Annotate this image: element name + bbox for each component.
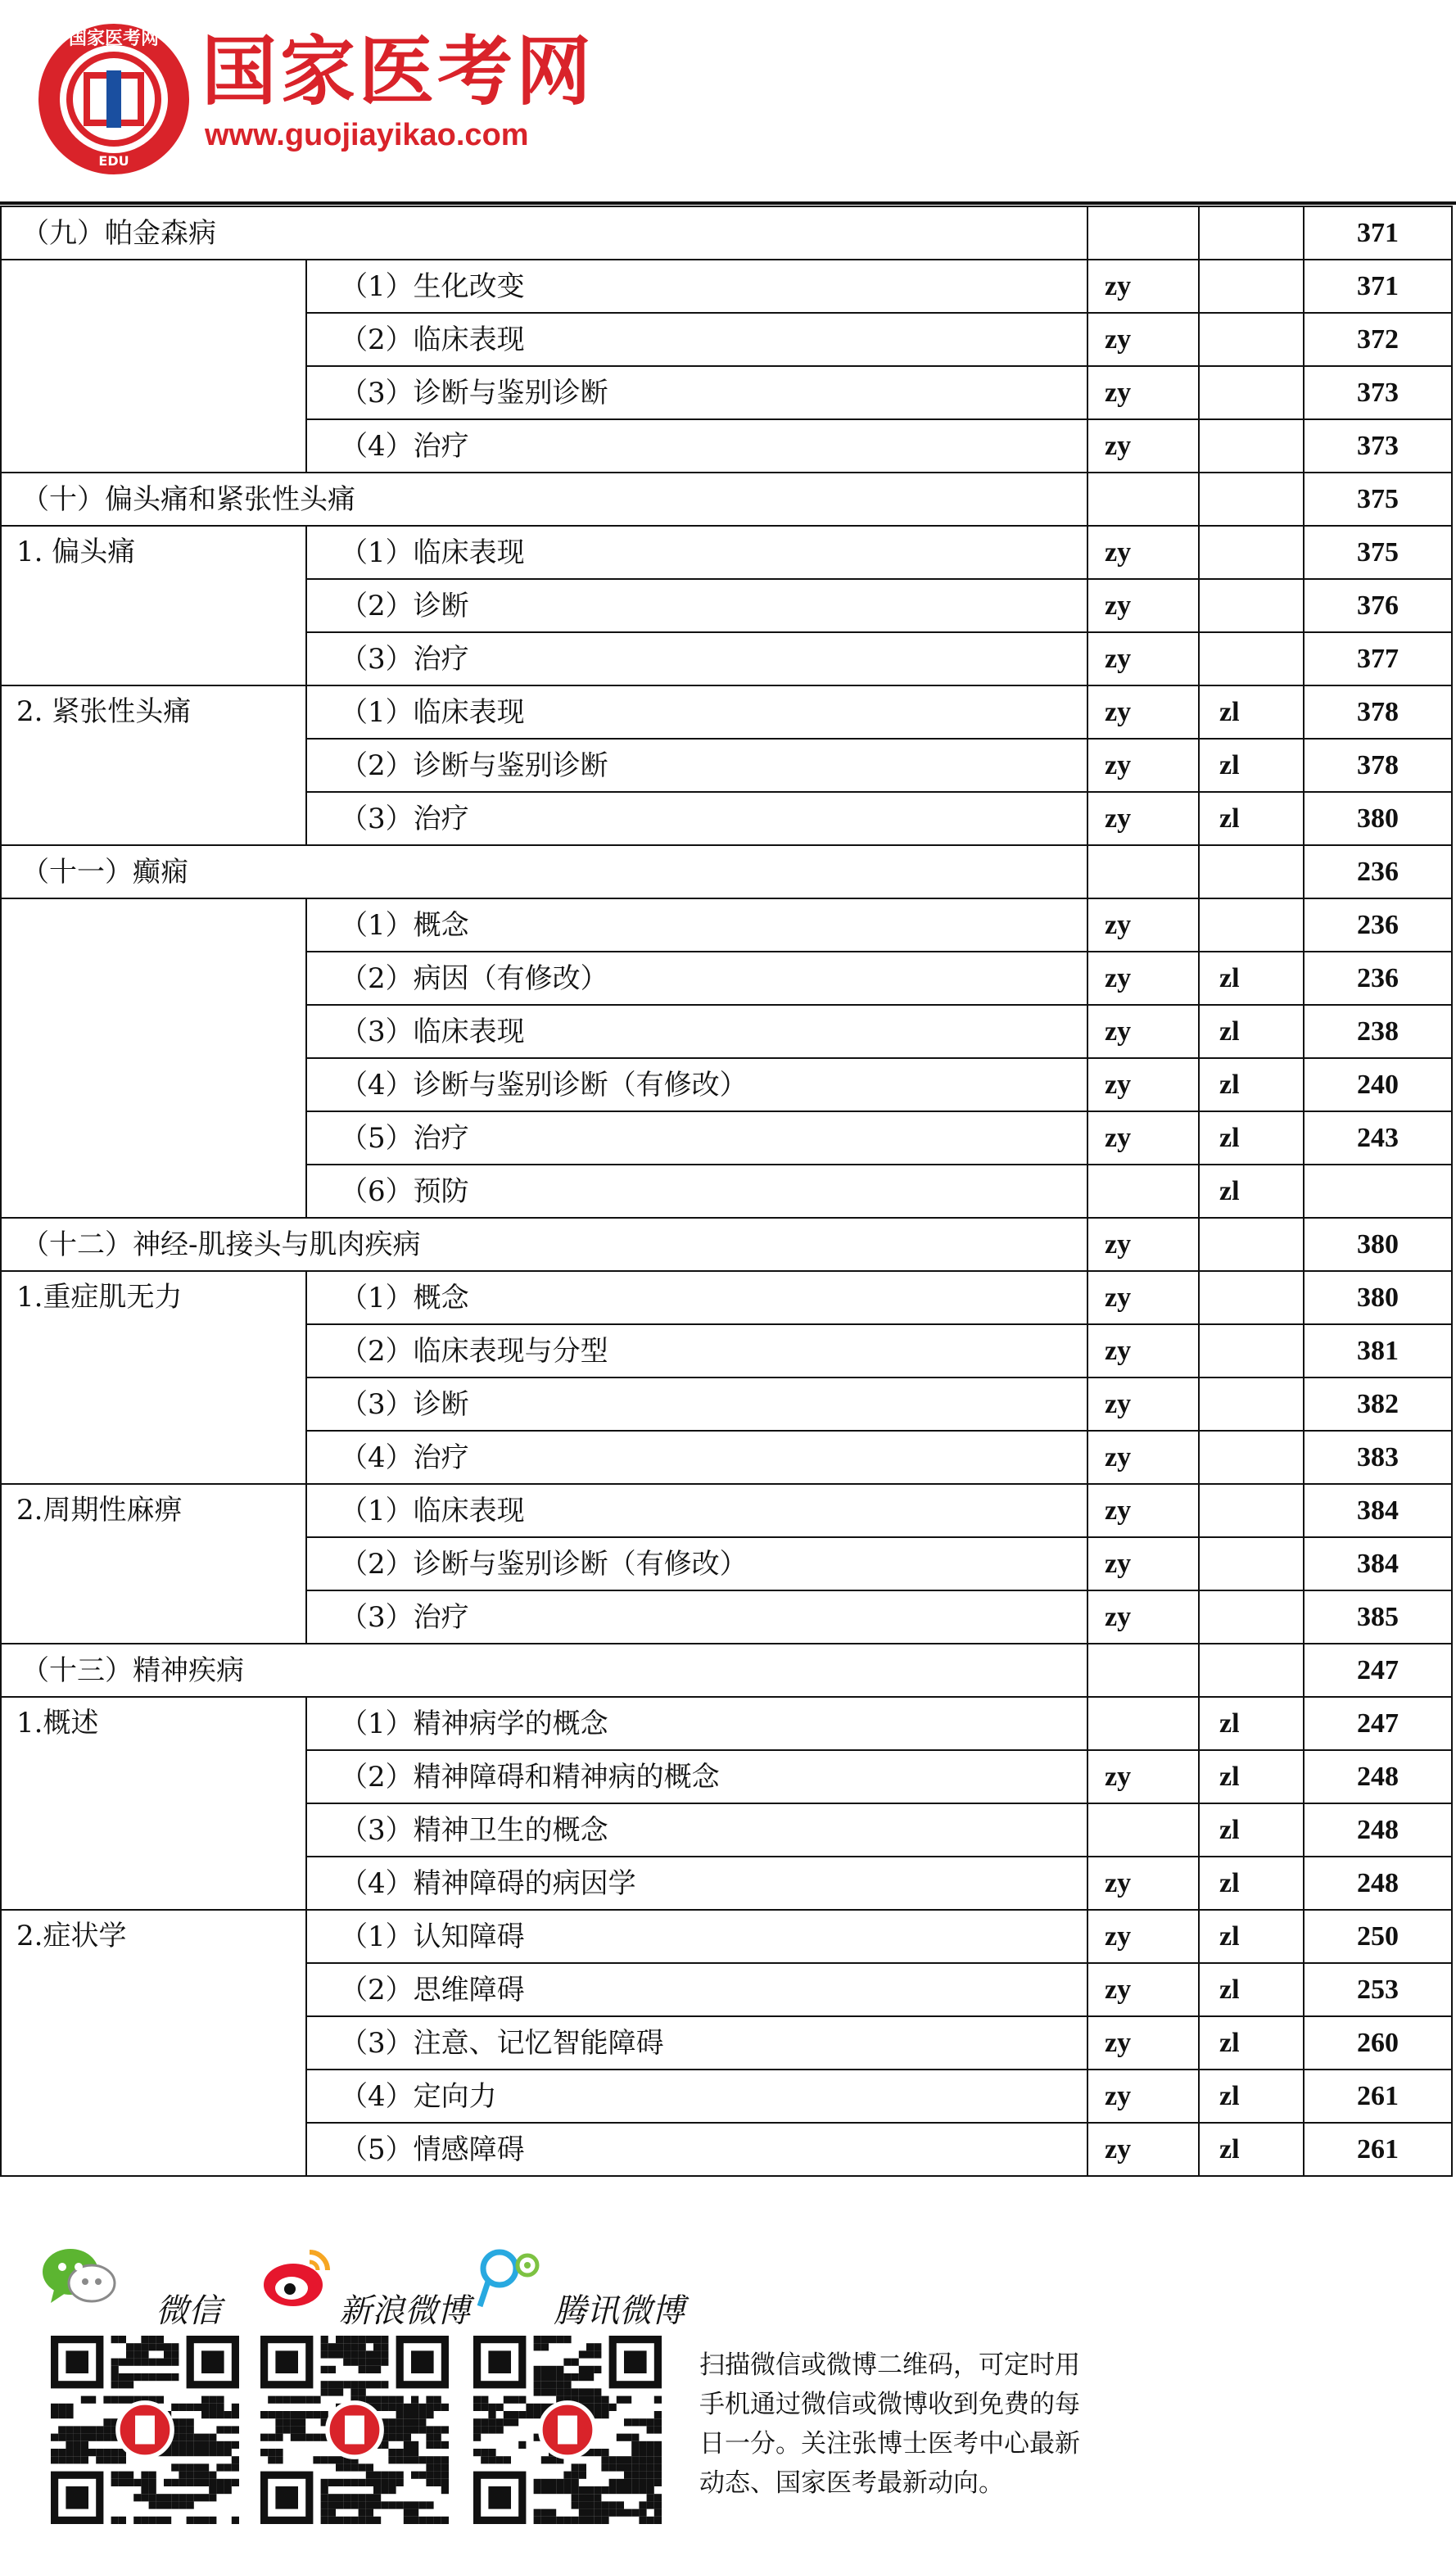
page-header [0,0,1456,205]
item-label: （2）诊断与鉴别诊断 [306,739,1087,792]
zy-mark [1087,1165,1199,1218]
item-label: （5）治疗 [306,1111,1087,1165]
item-label: （1）临床表现 [306,1484,1087,1537]
item-label: （2）诊断与鉴别诊断（有修改） [306,1537,1087,1590]
page-number: 384 [1304,1537,1452,1590]
item-label: （2）病因（有修改） [306,952,1087,1005]
zl-mark: zl [1199,1803,1304,1857]
page-number: 260 [1304,2016,1452,2070]
table-row [1,526,1452,579]
item-label: （3）治疗 [306,792,1087,845]
zy-mark: zy [1087,1857,1199,1910]
page-number: 243 [1304,1111,1452,1165]
page-number: 373 [1304,366,1452,419]
page-number: 238 [1304,1005,1452,1058]
zy-mark [1087,1697,1199,1750]
subsection-label: 2.症状学 [1,1910,306,2176]
zy-mark: zy [1087,1963,1199,2016]
item-label: （3）诊断与鉴别诊断 [306,366,1087,419]
page-number: 380 [1304,1218,1452,1271]
zl-mark: zl [1199,2123,1304,2176]
zy-mark: zy [1087,1431,1199,1484]
item-label: （1）概念 [306,898,1087,952]
zl-mark: zl [1199,1111,1304,1165]
page-number: 372 [1304,313,1452,366]
item-label: （4）精神障碍的病因学 [306,1857,1087,1910]
item-label: （3）治疗 [306,632,1087,685]
table-row [1,898,1452,952]
page-number: 377 [1304,632,1452,685]
zl-mark [1199,1644,1304,1697]
zy-mark: zy [1087,366,1199,419]
subsection-label: 1.概述 [1,1697,306,1910]
footer-note: 扫描微信或微博二维码，可定时用 手机通过微信或微博收到免费的每 日一分。关注张博士医考中心最新 动态、国家医考最新动向。 [699,2350,1080,2498]
zy-mark: zy [1087,1005,1199,1058]
logo-center-text: EDU [98,153,129,169]
subsection-label [1,898,306,1218]
sina-weibo-label: 新浪微博 [339,2292,470,2330]
table-row [1,1484,1452,1537]
zy-mark: zy [1087,1324,1199,1377]
zl-mark [1199,845,1304,898]
page-number: 383 [1304,1431,1452,1484]
zl-mark: zl [1199,739,1304,792]
zl-mark [1199,579,1304,632]
logo-ring-text: 国家医考网 [68,29,160,49]
page-number: 384 [1304,1484,1452,1537]
page-footer [0,2244,1456,2574]
item-label: （4）治疗 [306,1431,1087,1484]
zy-mark: zy [1087,1111,1199,1165]
page-number: 236 [1304,952,1452,1005]
table-row [1,685,1452,739]
section-title: （十三）精神疾病 [1,1644,1087,1697]
zl-mark [1199,1324,1304,1377]
item-label: （2）思维障碍 [306,1963,1087,2016]
item-label: （1）精神病学的概念 [306,1697,1087,1750]
table-row [1,1697,1452,1750]
page-number: 248 [1304,1750,1452,1803]
item-label: （2）临床表现与分型 [306,1324,1087,1377]
zl-mark: zl [1199,1910,1304,1963]
section-title: （十）偏头痛和紧张性头痛 [1,473,1087,526]
zy-mark: zy [1087,1271,1199,1324]
zl-mark [1199,1484,1304,1537]
zl-mark [1199,898,1304,952]
zl-mark [1199,1537,1304,1590]
section-row [1,1644,1452,1697]
tencent-weibo-icon [472,2244,547,2309]
item-label: （1）概念 [306,1271,1087,1324]
item-label: （3）治疗 [306,1590,1087,1644]
table-row [1,1271,1452,1324]
subsection-label: 2.周期性麻痹 [1,1484,306,1644]
zy-mark [1087,1803,1199,1857]
zy-mark: zy [1087,1750,1199,1803]
table-row [1,260,1452,313]
item-label: （1）临床表现 [306,526,1087,579]
zy-mark: zy [1087,1058,1199,1111]
zy-mark: zy [1087,1484,1199,1537]
zl-mark [1199,1377,1304,1431]
zl-mark: zl [1199,792,1304,845]
zy-mark: zy [1087,632,1199,685]
zl-mark [1199,206,1304,260]
zy-mark: zy [1087,1377,1199,1431]
sina-weibo-badge[interactable] [260,2244,473,2330]
zl-mark [1199,1431,1304,1484]
zl-mark: zl [1199,2070,1304,2123]
page-number: 236 [1304,898,1452,952]
sina-weibo-qr-code[interactable] [260,2336,449,2524]
item-label: （5）情感障碍 [306,2123,1087,2176]
item-label: （1）临床表现 [306,685,1087,739]
page-number: 250 [1304,1910,1452,1963]
table-row [1,1910,1452,1963]
section-row [1,845,1452,898]
page-number: 375 [1304,473,1452,526]
item-label: （1）认知障碍 [306,1910,1087,1963]
zy-mark: zy [1087,2016,1199,2070]
tencent-weibo-qr-code[interactable] [473,2336,662,2524]
zl-mark [1199,419,1304,473]
section-title: （十二）神经-肌接头与肌肉疾病 [1,1218,1087,1271]
wechat-badge[interactable] [41,2244,237,2330]
zl-mark: zl [1199,1750,1304,1803]
zy-mark [1087,1644,1199,1697]
subsection-label [1,260,306,473]
zy-mark: zy [1087,792,1199,845]
page-number: 375 [1304,526,1452,579]
subsection-label: 1. 偏头痛 [1,526,306,685]
page-number: 261 [1304,2070,1452,2123]
page-number: 376 [1304,579,1452,632]
zl-mark: zl [1199,1165,1304,1218]
site-name: 国家医考网 [201,28,595,115]
zl-mark [1199,473,1304,526]
item-label: （6）预防 [306,1165,1087,1218]
zl-mark: zl [1199,1697,1304,1750]
zl-mark [1199,366,1304,419]
item-label: （2）诊断 [306,579,1087,632]
page-number: 240 [1304,1058,1452,1111]
subsection-label: 1.重症肌无力 [1,1271,306,1484]
zl-mark [1199,1218,1304,1271]
zl-mark: zl [1199,2016,1304,2070]
page-number: 373 [1304,419,1452,473]
zy-mark: zy [1087,1910,1199,1963]
zy-mark: zy [1087,2123,1199,2176]
page-number [1304,1165,1452,1218]
zl-mark: zl [1199,952,1304,1005]
tencent-weibo-label: 腾讯微博 [554,2292,685,2330]
zl-mark: zl [1199,685,1304,739]
zy-mark: zy [1087,898,1199,952]
section-title: （九）帕金森病 [1,206,1087,260]
page-number: 236 [1304,845,1452,898]
page-number: 248 [1304,1803,1452,1857]
section-row [1,473,1452,526]
item-label: （2）精神障碍和精神病的概念 [306,1750,1087,1803]
zl-mark: zl [1199,1857,1304,1910]
page-number: 261 [1304,2123,1452,2176]
page-number: 247 [1304,1697,1452,1750]
item-label: （3）临床表现 [306,1005,1087,1058]
page-number: 382 [1304,1377,1452,1431]
page-number: 385 [1304,1590,1452,1644]
zl-mark: zl [1199,1058,1304,1111]
page-number: 247 [1304,1644,1452,1697]
item-label: （2）临床表现 [306,313,1087,366]
zl-mark [1199,1590,1304,1644]
item-label: （4）治疗 [306,419,1087,473]
item-label: （3）注意、记忆智能障碍 [306,2016,1087,2070]
zy-mark: zy [1087,952,1199,1005]
zy-mark: zy [1087,526,1199,579]
item-label: （4）诊断与鉴别诊断（有修改） [306,1058,1087,1111]
wechat-qr-code[interactable] [51,2336,239,2524]
zy-mark: zy [1087,1537,1199,1590]
zy-mark: zy [1087,2070,1199,2123]
item-label: （4）定向力 [306,2070,1087,2123]
zl-mark: zl [1199,1963,1304,2016]
section-row [1,206,1452,260]
zy-mark: zy [1087,419,1199,473]
zy-mark: zy [1087,739,1199,792]
section-title: （十一）癫痫 [1,845,1087,898]
zy-mark: zy [1087,260,1199,313]
header-divider [0,201,1456,205]
item-label: （3）诊断 [306,1377,1087,1431]
zy-mark: zy [1087,1590,1199,1644]
zy-mark: zy [1087,685,1199,739]
item-label: （3）精神卫生的概念 [306,1803,1087,1857]
page-number: 380 [1304,792,1452,845]
syllabus-table [0,206,1453,2177]
page-number: 380 [1304,1271,1452,1324]
site-url[interactable]: www.guojiayikao.com [205,118,529,152]
zy-mark [1087,206,1199,260]
zy-mark [1087,473,1199,526]
site-logo [36,21,192,177]
page-number: 253 [1304,1963,1452,2016]
sina-weibo-icon [260,2244,336,2309]
page-number: 381 [1304,1324,1452,1377]
zl-mark [1199,313,1304,366]
zy-mark: zy [1087,1218,1199,1271]
item-label: （1）生化改变 [306,260,1087,313]
zl-mark: zl [1199,1005,1304,1058]
zy-mark: zy [1087,579,1199,632]
zl-mark [1199,1271,1304,1324]
zy-mark [1087,845,1199,898]
tencent-weibo-badge[interactable] [472,2244,685,2330]
wechat-icon [41,2244,116,2309]
section-row [1,1218,1452,1271]
page-number: 378 [1304,685,1452,739]
zl-mark [1199,260,1304,313]
page-number: 378 [1304,739,1452,792]
zl-mark [1199,632,1304,685]
page-number: 371 [1304,206,1452,260]
page-number: 248 [1304,1857,1452,1910]
subsection-label: 2. 紧张性头痛 [1,685,306,845]
wechat-label: 微信 [156,2292,221,2330]
page-number: 371 [1304,260,1452,313]
zl-mark [1199,526,1304,579]
zy-mark: zy [1087,313,1199,366]
